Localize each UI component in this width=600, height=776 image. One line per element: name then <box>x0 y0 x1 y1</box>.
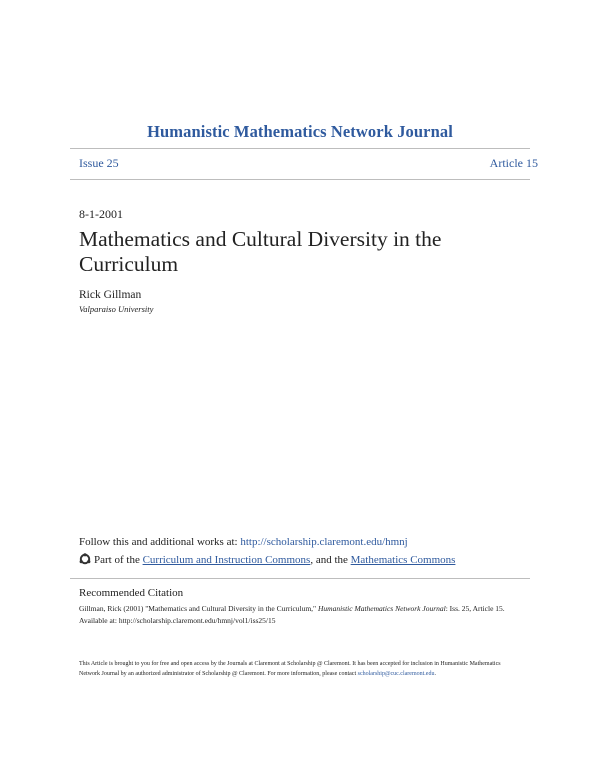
curriculum-commons-link[interactable]: Curriculum and Instruction Commons <box>142 554 311 566</box>
article-number-link[interactable]: Article 15 <box>489 156 538 170</box>
contact-email-link[interactable]: scholarship@cuc.claremont.edu <box>357 671 435 677</box>
author-name: Rick Gillman <box>79 289 142 301</box>
publication-date: 8-1-2001 <box>79 207 123 221</box>
part-of-middle: , and the <box>310 554 351 566</box>
citation-after: : Iss. 25, Article 15. <box>445 604 505 613</box>
mathematics-commons-link[interactable]: Mathematics Commons <box>350 554 456 566</box>
footer-text: This Article is brought to you for free and open access by the Journals at Claremont at Scholarship @ Claremont. It has been accepted for inclusion in Humanistic Mathematics Network Journal by an authorized administrator of Scholarship @ Claremont. For more information, please contact <box>79 661 501 677</box>
author-affiliation: Valparaiso University <box>79 304 154 314</box>
part-of-prefix: Part of the <box>94 554 143 566</box>
citation-text <box>79 603 539 626</box>
recommended-citation-heading: Recommended Citation <box>79 587 184 599</box>
issue-link[interactable]: Issue 25 <box>79 156 119 170</box>
follow-works-line <box>79 536 408 548</box>
citation-available: Available at: http://scholarship.claremont.edu/hmnj/vol1/iss25/15 <box>79 615 276 625</box>
citation-journal: Humanistic Mathematics Network Journal <box>318 604 446 613</box>
repository-link[interactable]: http://scholarship.claremont.edu/hmnj <box>240 536 408 548</box>
follow-prefix: Follow this and additional works at: <box>79 536 241 548</box>
article-title: Mathematics and Cultural Diversity in the Curriculum <box>79 227 442 276</box>
citation-before: Gillman, Rick (2001) "Mathematics and Cultural Diversity in the Curriculum," <box>79 604 318 613</box>
footer-end: . <box>434 671 436 677</box>
journal-title[interactable]: Humanistic Mathematics Network Journal <box>147 122 453 141</box>
header-divider-top <box>70 148 530 149</box>
part-of-line <box>79 553 455 566</box>
citation-divider <box>70 578 530 579</box>
footer-notice <box>79 659 519 679</box>
network-icon <box>79 553 91 565</box>
header-divider-bottom <box>70 179 530 180</box>
